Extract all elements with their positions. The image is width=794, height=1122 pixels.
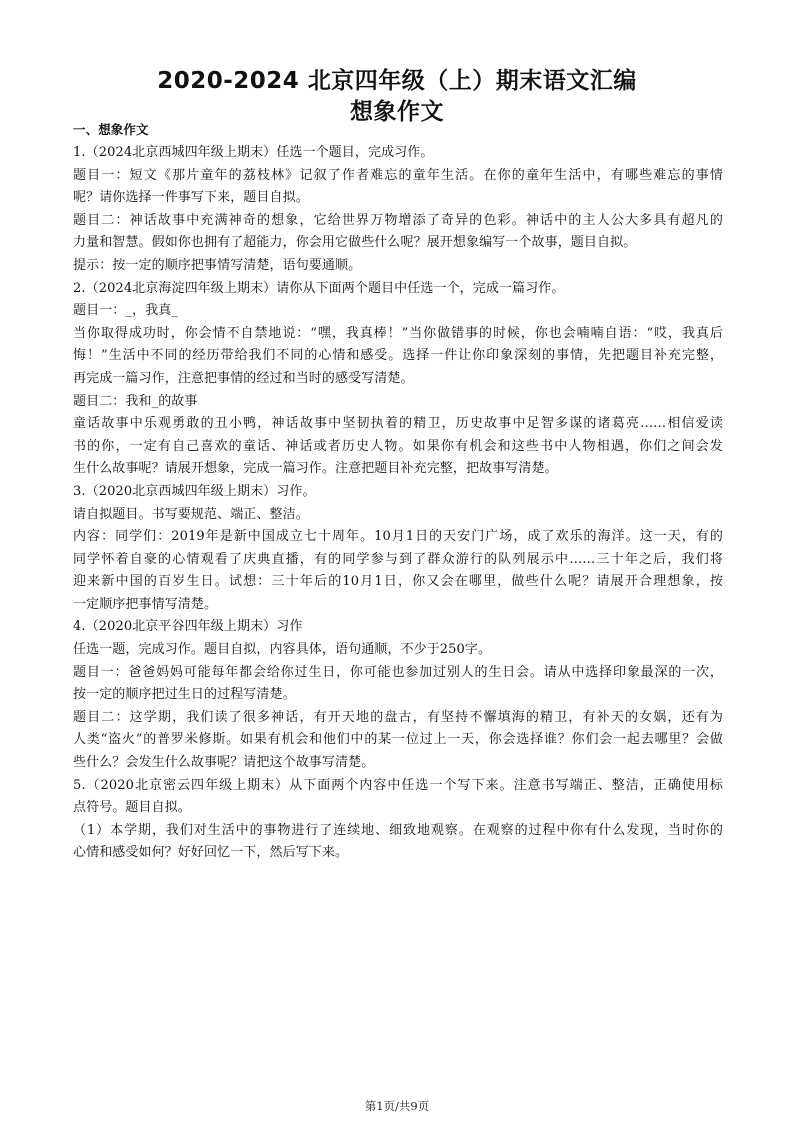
text-line: 生什么故事呢？请展开想象，完成一篇习作。注意把题目补充完整，把故事写清楚。 [73, 461, 558, 477]
text-line: 再完成一篇习作，注意把事情的经过和当时的感受写清楚。 [73, 370, 414, 386]
text-line: 提示：按一定的顺序把事情写清楚，语句要通顺。 [73, 257, 362, 273]
text-line: 些什么？会发生什么故事呢？请把这个故事写清楚。 [73, 755, 375, 771]
text-line: 力量和智慧。假如你也拥有了超能力，你会用它做些什么呢？展开想象编写一个故事，题目自拟。 [73, 235, 637, 251]
section-heading: 一、想象作文 [73, 123, 149, 137]
document-subtitle: 想象作文 [350, 99, 444, 125]
document-title: 2020-2024 北京四年级（上）期末语文汇编 [157, 68, 637, 94]
text-line: 同学怀着自豪的心情观看了庆典直播，有的同学参与到了群众游行的队列展示中……三十年之后，我们将 [73, 551, 723, 567]
text-line: 点符号。题目自拟。 [73, 800, 191, 816]
text-line: （1）本学期，我们对生活中的事物进行了连续地、细致地观察。在观察的过程中你有什么发现，当时你的 [73, 822, 723, 838]
page-footer: 第1页/共9页 [364, 1099, 430, 1113]
text-line: 题目二：神话故事中充满神奇的想象，它给世界万物增添了奇异的色彩。神话中的主人公大多具有超凡的 [73, 212, 723, 228]
text-line: 1.（2024北京西城四年级上期末）任选一个题目，完成习作。 [73, 145, 434, 160]
text-line: 一定顺序把事情写清楚。 [73, 596, 218, 612]
text-line: 心情和感受如何？好好回忆一下，然后写下来。 [73, 845, 349, 861]
text-line: 题目二：这学期，我们读了很多神话，有开天地的盘古，有坚持不懈填海的精卫，有补天的女娲，还有为 [73, 709, 723, 725]
text-line: 呢？请你选择一件事写下来，题目自拟。 [73, 190, 309, 206]
text-line: 书的你，一定有自己喜欢的童话、神话或者历史人物。如果你有机会和这些书中人物相遇，你们之间会发 [73, 438, 723, 454]
text-line: 4.（2020北京平谷四年级上期末）习作 [73, 619, 303, 635]
text-line: 童话故事中乐观勇敢的丑小鸭，神话故事中坚韧执着的精卫，历史故事中足智多谋的诸葛亮……相信爱读 [73, 416, 723, 432]
text-line: 题目一：爸爸妈妈可能每年都会给你过生日，你可能也参加过别人的生日会。请从中选择印象最深的一次， [73, 664, 723, 680]
text-line: 请自拟题目。书写要规范、端正、整洁。 [73, 506, 309, 522]
text-line: 迎来新中国的百岁生日。试想：三十年后的10月1日，你又会在哪里，做些什么呢？请展开合理想象，按 [73, 574, 723, 590]
document-body [73, 123, 723, 865]
text-line: 内容：同学们：2019年是新中国成立七十周年。10月1日的天安门广场，成了欢乐的海洋。这一天，有的 [73, 529, 723, 545]
text-line: 题目一：_，我真_ [73, 303, 178, 319]
text-line: 题目二：我和_的故事 [73, 393, 198, 409]
text-line: 3.（2020北京西城四年级上期末）习作。 [73, 483, 316, 499]
text-line: 任选一题，完成习作。题目自拟，内容具体，语句通顺，不少于250字。 [73, 642, 492, 658]
text-line: 题目一：短文《那片童年的荔枝林》记叙了作者难忘的童年生活。在你的童年生活中，有哪些难忘的事情 [73, 167, 723, 183]
text-line: 悔！”生活中不同的经历带给我们不同的心情和感受。选择一件让你印象深刻的事情，先把题目补充完整， [73, 348, 723, 364]
text-line: 5.（2020北京密云四年级上期末）从下面两个内容中任选一个写下来。注意书写端正、整洁，正确使用标 [73, 777, 723, 793]
text-line: 按一定的顺序把过生日的过程写清楚。 [73, 687, 296, 703]
text-line: 当你取得成功时，你会情不自禁地说：“嘿，我真棒！”当你做错事的时候，你也会喃喃自语：“哎，我真后 [73, 325, 723, 341]
text-line: 人类“盗火”的普罗米修斯。如果有机会和他们中的某一位过上一天，你会选择谁？你们会一起去哪里？会做 [73, 732, 723, 748]
text-line: 2.（2024北京海淀四年级上期末）请你从下面两个题目中任选一个，完成一篇习作。 [73, 280, 565, 296]
